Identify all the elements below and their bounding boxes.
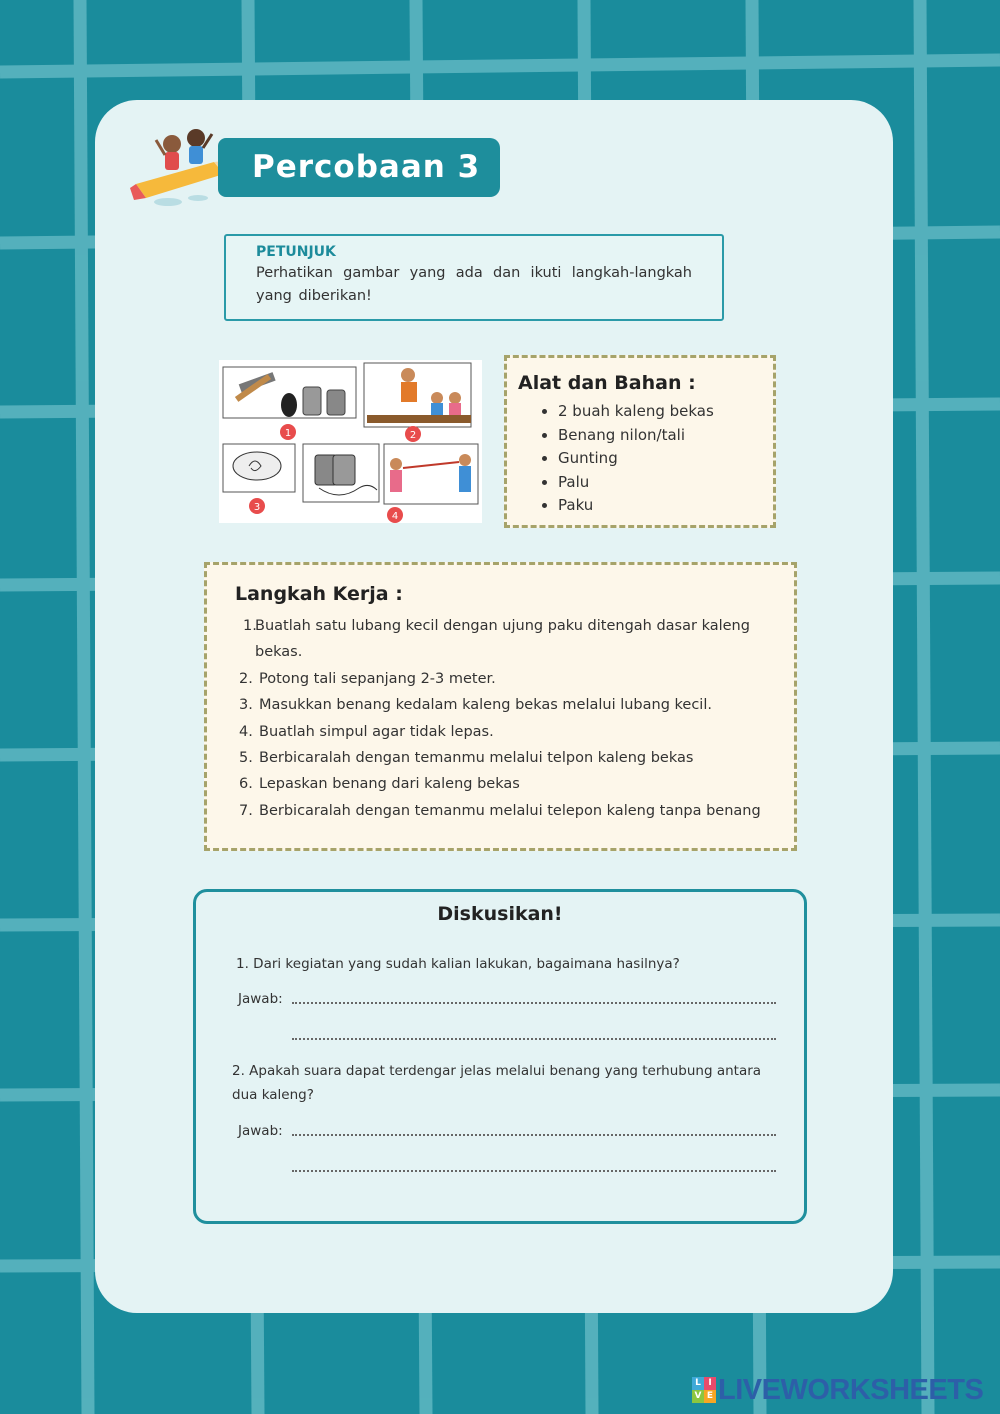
experiment-steps-illustration: [219, 360, 482, 523]
step-item: [235, 719, 794, 745]
instructions-box: [224, 234, 724, 321]
tools-title: Alat dan Bahan :: [518, 372, 696, 394]
step-item: [235, 745, 794, 771]
step-text: Lepaskan benang dari kaleng bekas: [259, 776, 520, 793]
answer-1-line-2[interactable]: [292, 1038, 776, 1040]
panel-2-kids-table: [364, 363, 471, 427]
panel-3-can-string: [223, 444, 295, 492]
page-title: Percobaan 3: [218, 138, 500, 197]
panel-3b-cans-string: [303, 444, 379, 502]
tool-item: • Paku: [558, 494, 773, 518]
panel-4-phone-play: [384, 444, 478, 504]
liveworksheets-wordmark: LIVEWORKSHEETS: [718, 1373, 984, 1406]
answer-1-label: Jawab:: [238, 991, 283, 1007]
tools-materials-box: [504, 355, 776, 528]
answer-2-line-1[interactable]: [292, 1134, 776, 1136]
tools-list: [518, 400, 773, 518]
discussion-box: [193, 889, 807, 1224]
badge-2: 2: [409, 430, 417, 441]
instructions-text: Perhatikan gambar yang ada dan ikuti langkah-langkah yang diberikan!: [256, 265, 692, 304]
step-number: 3.: [239, 697, 253, 714]
step-number: 1.: [243, 618, 257, 634]
answer-1-line-1[interactable]: [292, 1002, 776, 1004]
step-text: Berbicaralah dengan temanmu melalui telpon kaleng bekas: [259, 750, 694, 767]
step-item: [235, 771, 794, 797]
panel-1-tools: [223, 367, 356, 418]
logo-letter: V: [692, 1390, 704, 1403]
step-text: Buatlah simpul agar tidak lepas.: [259, 723, 494, 740]
tool-item: • Benang nilon/tali: [558, 424, 773, 448]
logo-letter: I: [704, 1377, 716, 1390]
badge-4: 4: [391, 511, 399, 522]
work-steps-box: [204, 562, 797, 851]
question-1: 1. Dari kegiatan yang sudah kalian lakukan, bagaimana hasilnya?: [236, 956, 680, 972]
answer-2-line-2[interactable]: [292, 1170, 776, 1172]
step-number: 2.: [239, 670, 253, 687]
badge-3: 3: [253, 502, 261, 513]
badge-1: 1: [284, 428, 292, 439]
steps-list: [235, 613, 794, 824]
step-item: [235, 798, 794, 824]
step-item: [235, 692, 794, 718]
step-text: Masukkan benang kedalam kaleng bekas melalui lubang kecil.: [259, 697, 712, 714]
instructions-heading: PETUNJUK: [256, 244, 336, 260]
discussion-title: Diskusikan!: [437, 903, 563, 925]
tool-item: • Gunting: [558, 447, 773, 471]
tool-item: • 2 buah kaleng bekas: [558, 400, 773, 424]
step-number: 4.: [239, 723, 253, 740]
step-text: Berbicaralah dengan temanmu melalui telepon kaleng tanpa benang: [259, 802, 761, 819]
step-number: 5.: [239, 750, 253, 767]
logo-letter: E: [704, 1390, 716, 1403]
step-text: Potong tali sepanjang 2-3 meter.: [259, 670, 496, 687]
tool-item: • Palu: [558, 471, 773, 495]
step-number: 7.: [239, 802, 253, 819]
step-item: [235, 666, 794, 692]
step-item: [235, 613, 765, 666]
liveworksheets-brand[interactable]: [692, 1374, 983, 1406]
step-number: 6.: [239, 776, 253, 793]
question-2: 2. Apakah suara dapat terdengar jelas melalui benang yang terhubung antara dua kaleng?: [232, 1063, 762, 1103]
logo-letter: L: [692, 1377, 704, 1390]
liveworksheets-logo-icon: [692, 1377, 716, 1403]
steps-title: Langkah Kerja :: [235, 583, 403, 605]
answer-2-label: Jawab:: [238, 1123, 283, 1139]
step-text: Buatlah satu lubang kecil dengan ujung paku ditengah dasar kaleng bekas.: [255, 618, 750, 661]
